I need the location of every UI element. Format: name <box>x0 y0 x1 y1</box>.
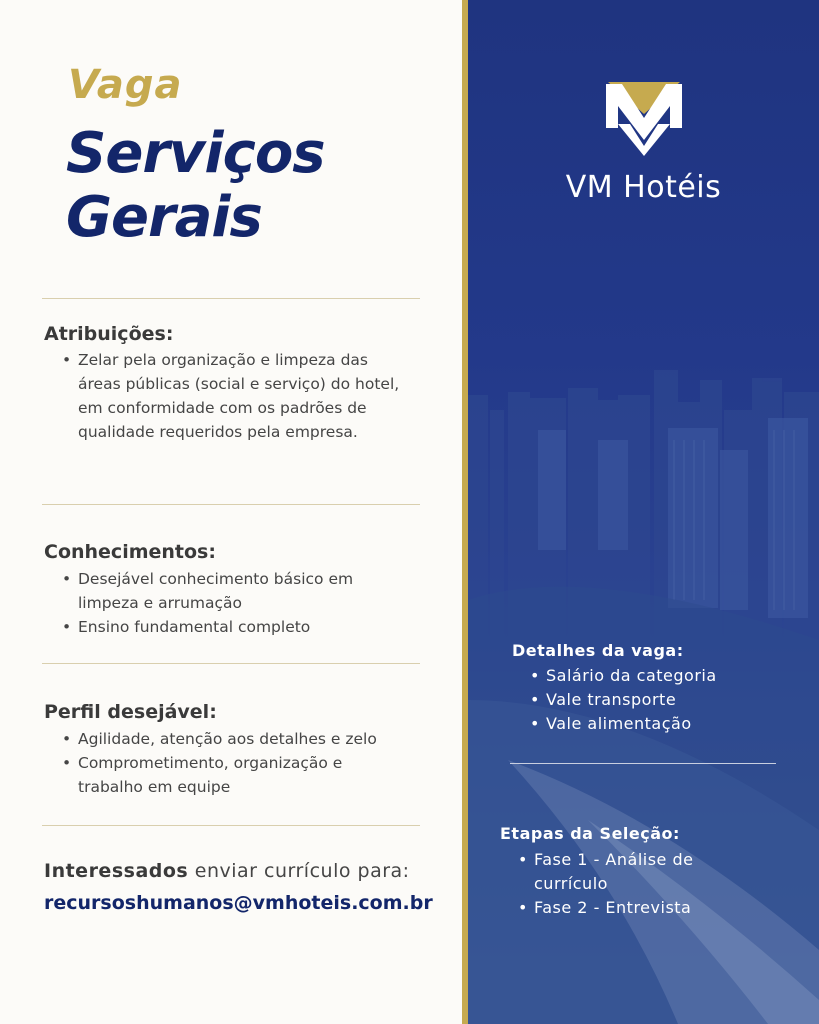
divider <box>42 825 420 826</box>
atribuicoes-list <box>58 348 438 444</box>
list-item: • Vale transporte <box>528 688 808 712</box>
list-item: • Salário da categoria <box>528 664 808 688</box>
details-list <box>528 664 808 736</box>
contact-lead-rest: enviar currículo para: <box>188 860 410 882</box>
stages-list <box>516 848 716 920</box>
stages-heading: Etapas da Seleção: <box>500 824 680 843</box>
title-line-1: Serviços <box>66 121 325 186</box>
perfil-heading: Perfil desejável: <box>44 701 217 723</box>
list-item: • Comprometimento, organização e trabalho em equipe <box>58 751 388 799</box>
contact-lead-bold: Interessados <box>44 860 189 882</box>
right-panel <box>468 0 819 1024</box>
list-item: • Desejável conhecimento básico em limpeza e arrumação <box>58 567 398 615</box>
details-heading: Detalhes da vaga: <box>512 641 684 660</box>
divider <box>510 763 776 764</box>
divider <box>42 663 420 664</box>
divider <box>42 504 420 505</box>
title-line-2: Gerais <box>66 185 262 250</box>
conhecimentos-list <box>58 567 418 639</box>
atribuicoes-heading: Atribuições: <box>44 323 174 345</box>
list-item: • Zelar pela organização e limpeza das áreas públicas (social e serviço) do hotel, em conformidade com os padrões de qualidade requeridos pela empresa. <box>58 348 408 444</box>
divider <box>42 298 420 299</box>
brand-name: VM Hotéis <box>565 170 722 205</box>
list-item: • Agilidade, atenção aos detalhes e zelo <box>58 727 438 751</box>
list-item: • Ensino fundamental completo <box>58 615 418 639</box>
kicker: Vaga <box>68 62 183 108</box>
page-title <box>66 122 325 250</box>
conhecimentos-heading: Conhecimentos: <box>44 541 216 563</box>
list-item: • Fase 1 - Análise de currículo <box>516 848 709 896</box>
contact-lead <box>44 860 410 882</box>
perfil-list <box>58 727 438 799</box>
list-item: • Vale alimentação <box>528 712 808 736</box>
logo <box>468 78 819 162</box>
list-item: • Fase 2 - Entrevista <box>516 896 716 920</box>
contact-email-link[interactable]: recursoshumanos@vmhoteis.com.br <box>44 892 433 914</box>
vm-monogram-icon <box>604 78 684 158</box>
